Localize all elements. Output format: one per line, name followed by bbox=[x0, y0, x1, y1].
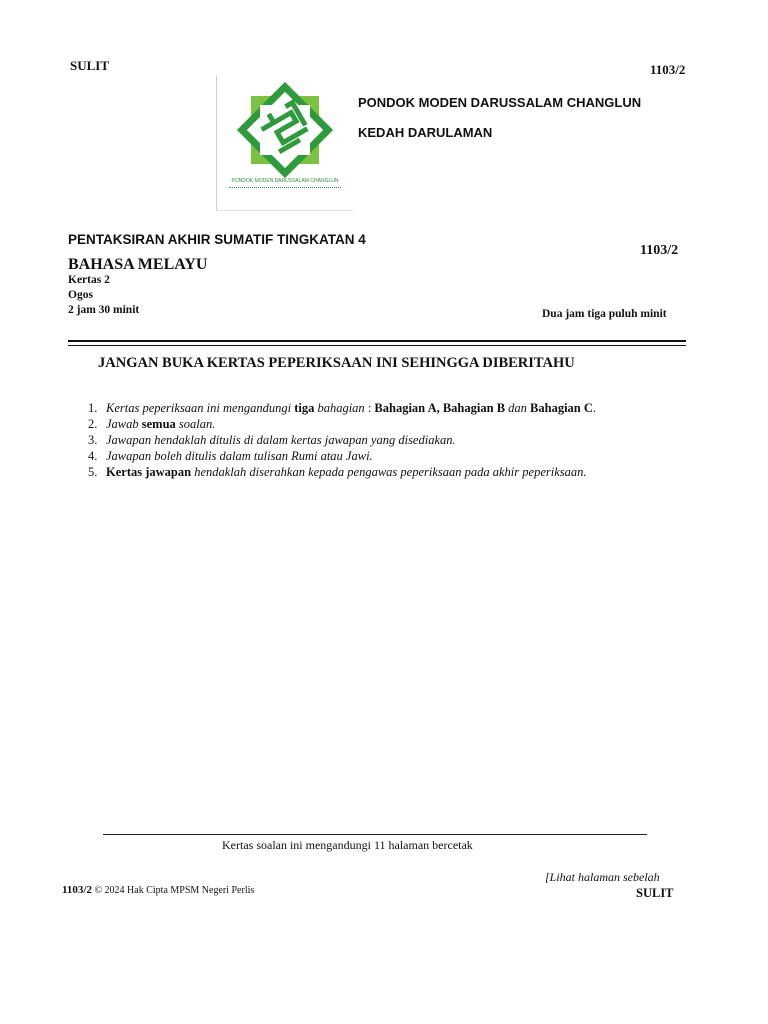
logo-emblem-icon bbox=[235, 82, 335, 178]
instruction-number: 1. bbox=[88, 401, 98, 415]
logo-arabic-script bbox=[229, 187, 341, 191]
school-name: PONDOK MODEN DARUSSALAM CHANGLUN bbox=[358, 95, 642, 110]
instruction-text: Bahagian A, Bahagian B bbox=[374, 401, 506, 415]
instruction-number: 5. bbox=[88, 465, 98, 479]
logo-caption: PONDOK MODEN DARUSSALAM CHANGLUN bbox=[231, 178, 339, 184]
instruction-text: Kertas peperiksaan ini mengandungi bbox=[106, 401, 295, 415]
instruction-number: 2. bbox=[88, 417, 98, 431]
school-state: KEDAH DARULAMAN bbox=[358, 125, 493, 140]
instruction-item bbox=[88, 416, 596, 432]
exam-title: PENTAKSIRAN AKHIR SUMATIF TINGKATAN 4 bbox=[68, 232, 366, 247]
copyright-text: © 2024 Hak Cipta MPSM Negeri Perlis bbox=[94, 885, 255, 896]
instructions-list bbox=[88, 400, 596, 480]
instruction-text: Jawab bbox=[106, 417, 142, 431]
sulit-label-bottom: SULIT bbox=[636, 886, 674, 900]
instruction-text: Kertas jawapan bbox=[106, 465, 192, 479]
paper-number: Kertas 2 bbox=[68, 274, 110, 286]
instruction-number: 4. bbox=[88, 449, 98, 463]
see-next-page: [Lihat halaman sebelah bbox=[545, 870, 660, 884]
divider-thin bbox=[68, 345, 686, 346]
instruction-text: semua bbox=[141, 417, 176, 431]
paper-code-top: 1103/2 bbox=[650, 62, 686, 77]
page-count-note: Kertas soalan ini mengandungi 11 halaman bercetak bbox=[222, 838, 473, 852]
instruction-text: soalan. bbox=[175, 417, 216, 431]
exam-duration-words: Dua jam tiga puluh minit bbox=[542, 308, 667, 320]
exam-month: Ogos bbox=[68, 289, 93, 301]
sulit-label: SULIT bbox=[70, 58, 110, 73]
school-logo bbox=[216, 76, 353, 211]
instruction-item bbox=[88, 400, 596, 416]
instruction-text: Bahagian C bbox=[530, 401, 593, 415]
instruction-text: tiga bbox=[294, 401, 315, 415]
instruction-text: dan bbox=[505, 401, 531, 415]
instruction-text: Jawapan boleh ditulis dalam tulisan Rumi atau Jawi. bbox=[106, 449, 373, 463]
instruction-text: : bbox=[364, 401, 375, 415]
instruction-number: 3. bbox=[88, 433, 98, 447]
footer-code: 1103/2 bbox=[62, 884, 92, 896]
instruction-item bbox=[88, 448, 596, 464]
paper-code: 1103/2 bbox=[640, 243, 679, 258]
footer-copyright bbox=[62, 884, 254, 896]
instruction-item bbox=[88, 432, 596, 448]
instruction-text: . bbox=[592, 401, 597, 415]
subject-title: BAHASA MELAYU bbox=[68, 256, 208, 273]
exam-duration: 2 jam 30 minit bbox=[68, 304, 140, 316]
instruction-text: Jawapan hendaklah ditulis di dalam kertas jawapan yang disediakan. bbox=[106, 433, 456, 447]
warning-heading: JANGAN BUKA KERTAS PEPERIKSAAN INI SEHINGGA DIBERITAHU bbox=[98, 355, 575, 371]
footer-divider bbox=[103, 834, 647, 835]
instruction-text: hendaklah diserahkan kepada pengawas peperiksaan pada akhir peperiksaan. bbox=[191, 465, 587, 479]
instruction-text: bahagian bbox=[314, 401, 365, 415]
divider-thick bbox=[68, 340, 686, 342]
instruction-item bbox=[88, 464, 596, 480]
